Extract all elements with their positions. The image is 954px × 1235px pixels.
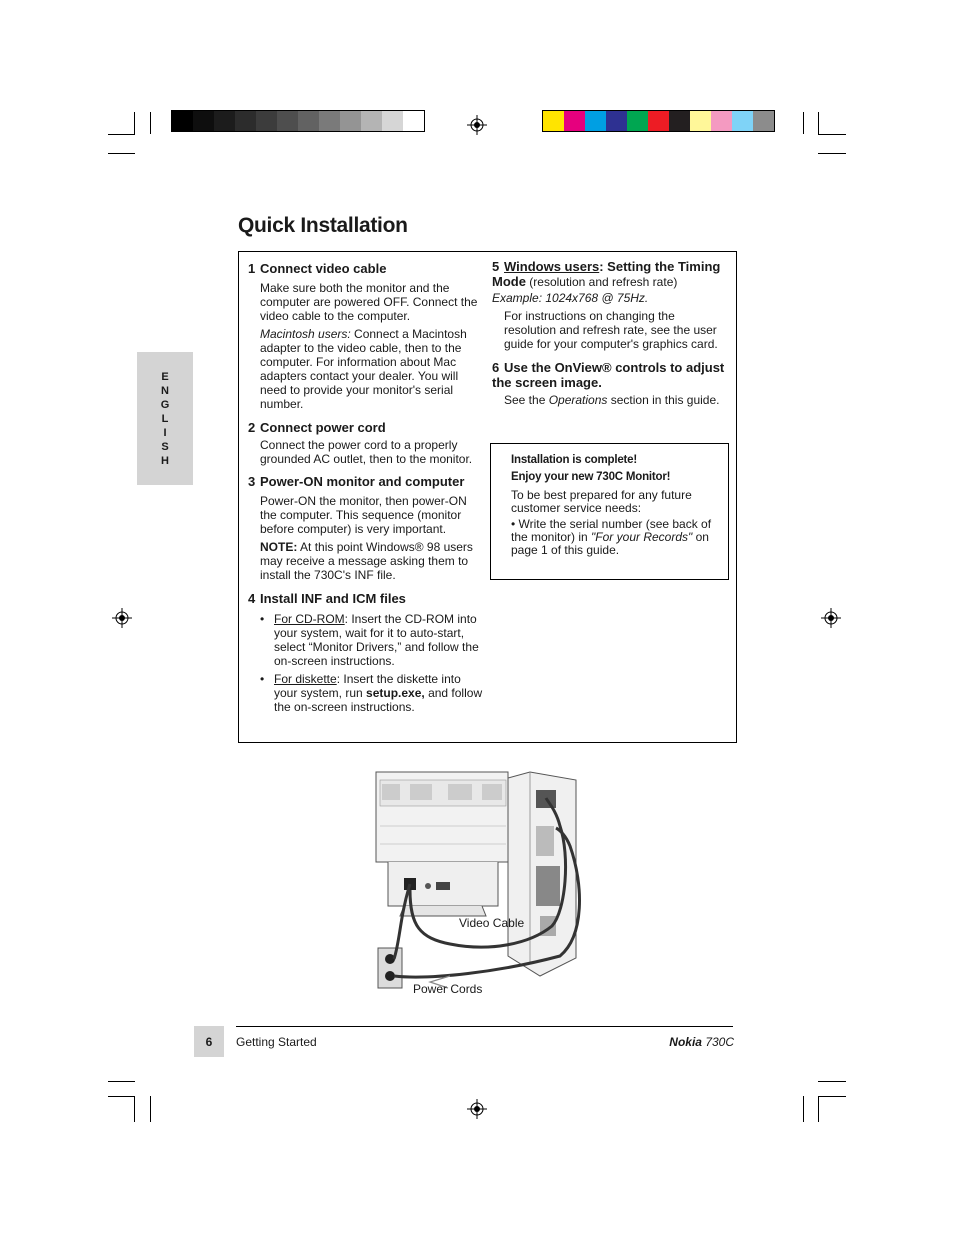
language-letter: E — [161, 371, 169, 383]
page-number: 6 — [194, 1026, 224, 1057]
color-swatch — [340, 111, 361, 131]
connection-illustration — [370, 766, 590, 992]
language-letter: H — [161, 455, 169, 467]
step-2-heading: 2 Connect power cord — [248, 420, 386, 435]
installation-complete-box — [490, 443, 729, 580]
step-1-mac-text: Macintosh users: Connect a Macintosh adapter to the video cable, then to the computer. For information about Mac adapters contact your dealer. You will need to provide your monitor's serial number. — [260, 327, 467, 411]
color-swatch — [585, 111, 606, 131]
crop-mark — [134, 1096, 135, 1122]
language-letter: I — [163, 427, 167, 439]
power-cords-label: Power Cords — [413, 982, 483, 996]
right-column — [492, 259, 728, 407]
step-1-text: Make sure both the monitor and the computer are powered OFF. Connect the video cable to the computer. — [260, 281, 478, 323]
language-letter: L — [161, 413, 169, 425]
color-swatch — [319, 111, 340, 131]
step-1-heading: 1 Connect video cable — [248, 261, 387, 276]
color-swatch — [732, 111, 753, 131]
color-swatch — [193, 111, 214, 131]
color-swatch — [690, 111, 711, 131]
crop-mark — [150, 1096, 151, 1122]
bullet-glyph: • — [260, 672, 265, 686]
color-swatch — [648, 111, 669, 131]
page-title: Quick Installation — [238, 214, 408, 237]
footer-rule — [236, 1026, 733, 1027]
step-5-text: For instructions on changing the resolution and refresh rate, see the user guide for your computer's graphics card. — [504, 309, 718, 351]
registration-target-icon — [112, 608, 132, 628]
footer-section: Getting Started — [236, 1035, 317, 1049]
color-swatch — [753, 111, 774, 131]
step-5-heading: 5 Windows users: Setting the Timing Mode (resolution and refresh rate) Example: 1024x768 @ 75Hz. — [492, 259, 721, 305]
crop-mark — [818, 112, 819, 134]
color-swatch — [172, 111, 193, 131]
registration-target-icon — [821, 608, 841, 628]
color-swatch — [214, 111, 235, 131]
language-letter: G — [160, 399, 170, 411]
language-letter: S — [161, 441, 169, 453]
step-3-heading: 3 Power-ON monitor and computer — [248, 474, 465, 489]
color-swatch — [256, 111, 277, 131]
language-tab — [137, 352, 193, 485]
crop-mark — [108, 153, 135, 154]
registration-target-icon — [467, 1099, 487, 1119]
crop-mark — [818, 153, 846, 154]
crop-mark — [818, 1081, 846, 1082]
crop-mark — [108, 1096, 135, 1097]
process-color-bar — [542, 110, 775, 132]
step-4-bullet-cd: • For CD-ROM: Insert the CD-ROM into your system, wait for it to auto-start, select “Monitor Drivers,” and follow the on-screen instructions. — [260, 612, 479, 668]
crop-mark — [108, 1081, 135, 1082]
crop-mark — [818, 1096, 819, 1122]
step-4-bullet-diskette: • For diskette: Insert the diskette into your system, run setup.exe, and follow the on-screen instructions. — [260, 672, 483, 714]
complete-text: To be best prepared for any future customer service needs: — [511, 488, 692, 515]
complete-heading: Installation is complete! — [511, 454, 637, 466]
bullet-glyph: • — [260, 612, 265, 626]
complete-subheading: Enjoy your new 730C Monitor! — [511, 471, 671, 483]
crop-mark — [134, 112, 135, 134]
step-2-text: Connect the power cord to a properly grounded AC outlet, then to the monitor. — [260, 438, 473, 466]
step-6-heading: 6 Use the OnView® controls to adjust the screen image. — [492, 360, 725, 390]
step-3-text: Power-ON the monitor, then power-ON the computer. This sequence (monitor before computer) is very important. — [260, 494, 467, 536]
left-column — [248, 261, 484, 714]
step-4-heading: 4 Install INF and ICM files — [248, 591, 406, 606]
video-cable-label: Video Cable — [459, 916, 525, 930]
step-6-text: See the Operations section in this guide. — [504, 393, 720, 407]
color-swatch — [543, 111, 564, 131]
step-3-note: NOTE: At this point Windows® 98 users may receive a message asking them to install the 730C's INF file. — [260, 540, 473, 582]
color-swatch — [403, 111, 424, 131]
color-swatch — [235, 111, 256, 131]
color-swatch — [382, 111, 403, 131]
color-swatch — [711, 111, 732, 131]
crop-mark — [818, 134, 846, 135]
color-swatch — [606, 111, 627, 131]
gray-scale-bar — [171, 110, 425, 132]
crop-mark — [803, 112, 804, 134]
registration-target-icon — [467, 115, 487, 135]
color-swatch — [298, 111, 319, 131]
color-swatch — [627, 111, 648, 131]
color-swatch — [669, 111, 690, 131]
crop-mark — [108, 134, 135, 135]
crop-mark — [803, 1096, 804, 1122]
color-swatch — [277, 111, 298, 131]
video-port — [436, 882, 450, 890]
language-letter: N — [161, 385, 169, 397]
footer-product: Nokia 730C — [669, 1035, 734, 1049]
complete-bullet: • Write the serial number (see back of the monitor) in "For your Records" on page 1 of this guide. — [511, 517, 712, 557]
crop-mark — [818, 1096, 846, 1097]
crop-mark — [150, 112, 151, 134]
color-swatch — [361, 111, 382, 131]
color-swatch — [564, 111, 585, 131]
